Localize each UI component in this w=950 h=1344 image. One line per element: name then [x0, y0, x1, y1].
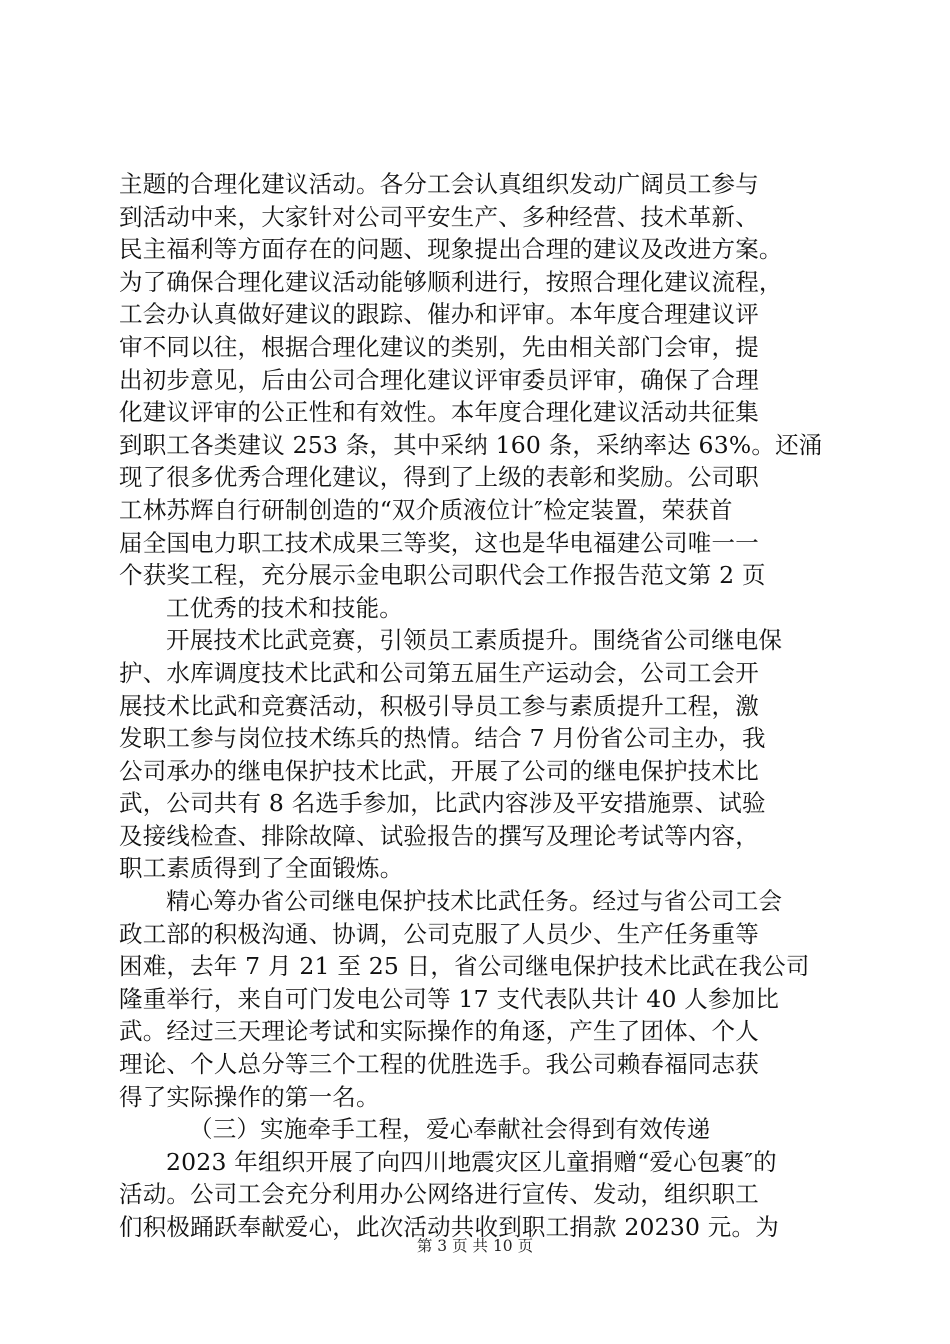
- text-line: 公司承办的继电保护技术比武，开展了公司的继电保护技术比: [119, 756, 759, 785]
- text-line: 工会办认真做好建议的跟踪、催办和评审。本年度合理建议评: [119, 300, 759, 329]
- text-line: 展技术比武和竞赛活动，积极引导员工参与素质提升工程，激: [119, 691, 759, 720]
- text-line: 职工素质得到了全面锻炼。: [119, 854, 404, 883]
- text-line: 困难，去年 7 月 21 至 25 日，省公司继电保护技术比武在我公司: [119, 952, 810, 981]
- text-line: 活动。公司工会充分利用办公网络进行宣传、发动，组织职工: [119, 1180, 759, 1209]
- text-line: 到活动中来，大家针对公司平安生产、多种经营、技术革新、: [119, 202, 759, 231]
- text-line: 工林苏辉自行研制创造的“双介质液位计″检定装置，荣获首: [119, 495, 733, 524]
- text-line: 个获奖工程，充分展示金电职公司职代会工作报告范文第 2 页: [119, 561, 766, 590]
- text-line: 审不同以往，根据合理化建议的类别，先由相关部门会审，提: [119, 332, 759, 361]
- text-line: 发职工参与岗位技术练兵的热情。结合 7 月份省公司主办，我: [119, 724, 766, 753]
- text-line: 出初步意见，后由公司合理化建议评审委员评审，确保了合理: [119, 365, 759, 394]
- page-number-indicator: 第 3 页 共 10 页: [416, 1237, 534, 1255]
- text-line: 护、水库调度技术比武和公司第五届生产运动会，公司工会开: [119, 658, 759, 687]
- text-line: 理论、个人总分等三个工程的优胜选手。我公司赖春福同志获: [119, 1050, 759, 1079]
- text-line: 现了很多优秀合理化建议，得到了上级的表彰和奖励。公司职: [119, 463, 759, 492]
- document-body: [119, 168, 831, 1244]
- text-line: 们积极踊跃奉献爱心，此次活动共收到职工捐款 20230 元。为: [119, 1213, 779, 1241]
- text-line: 得了实际操作的第一名。: [119, 1082, 380, 1111]
- text-line: 隆重举行，来自可门发电公司等 17 支代表队共计 40 人参加比: [119, 984, 780, 1013]
- paragraph-start-line: 开展技术比武竞赛，引领员工素质提升。围绕省公司继电保: [166, 626, 783, 655]
- text-line: 及接线检查、排除故障、试验报告的撰写及理论考试等内容，: [119, 821, 759, 850]
- paragraph-start-line: 2023 年组织开展了向四川地震灾区儿童捐赠“爱心包裹″的: [166, 1147, 777, 1176]
- section-heading: （三）实施牵手工程，爱心奉献社会得到有效传递: [189, 1115, 711, 1144]
- paragraph-start-line: 精心筹办省公司继电保护技术比武任务。经过与省公司工会: [166, 887, 783, 916]
- text-line: 为了确保合理化建议活动能够顺利进行，按照合理化建议流程，: [119, 267, 783, 296]
- text-line: 届全国电力职工技术成果三等奖，这也是华电福建公司唯一一: [119, 528, 759, 557]
- text-line: 政工部的积极沟通、协调，公司克服了人员少、生产任务重等: [119, 919, 759, 948]
- text-line: 化建议评审的公正性和有效性。本年度合理化建议活动共征集: [119, 398, 759, 427]
- text-line: 到职工各类建议 253 条，其中采纳 160 条，采纳率达 63%。还涌: [119, 430, 823, 459]
- text-line: 工优秀的技术和技能。: [166, 593, 403, 622]
- text-line: 主题的合理化建议活动。各分工会认真组织发动广阔员工参与: [119, 170, 759, 198]
- page-footer: [0, 1236, 950, 1256]
- text-line: 武，公司共有 8 名选手参加，比武内容涉及平安措施票、试验: [119, 789, 766, 818]
- text-line: 民主福利等方面存在的问题、现象提出合理的建议及改进方案。: [119, 235, 783, 264]
- text-line: 武。经过三天理论考试和实际操作的角逐，产生了团体、个人: [119, 1017, 759, 1046]
